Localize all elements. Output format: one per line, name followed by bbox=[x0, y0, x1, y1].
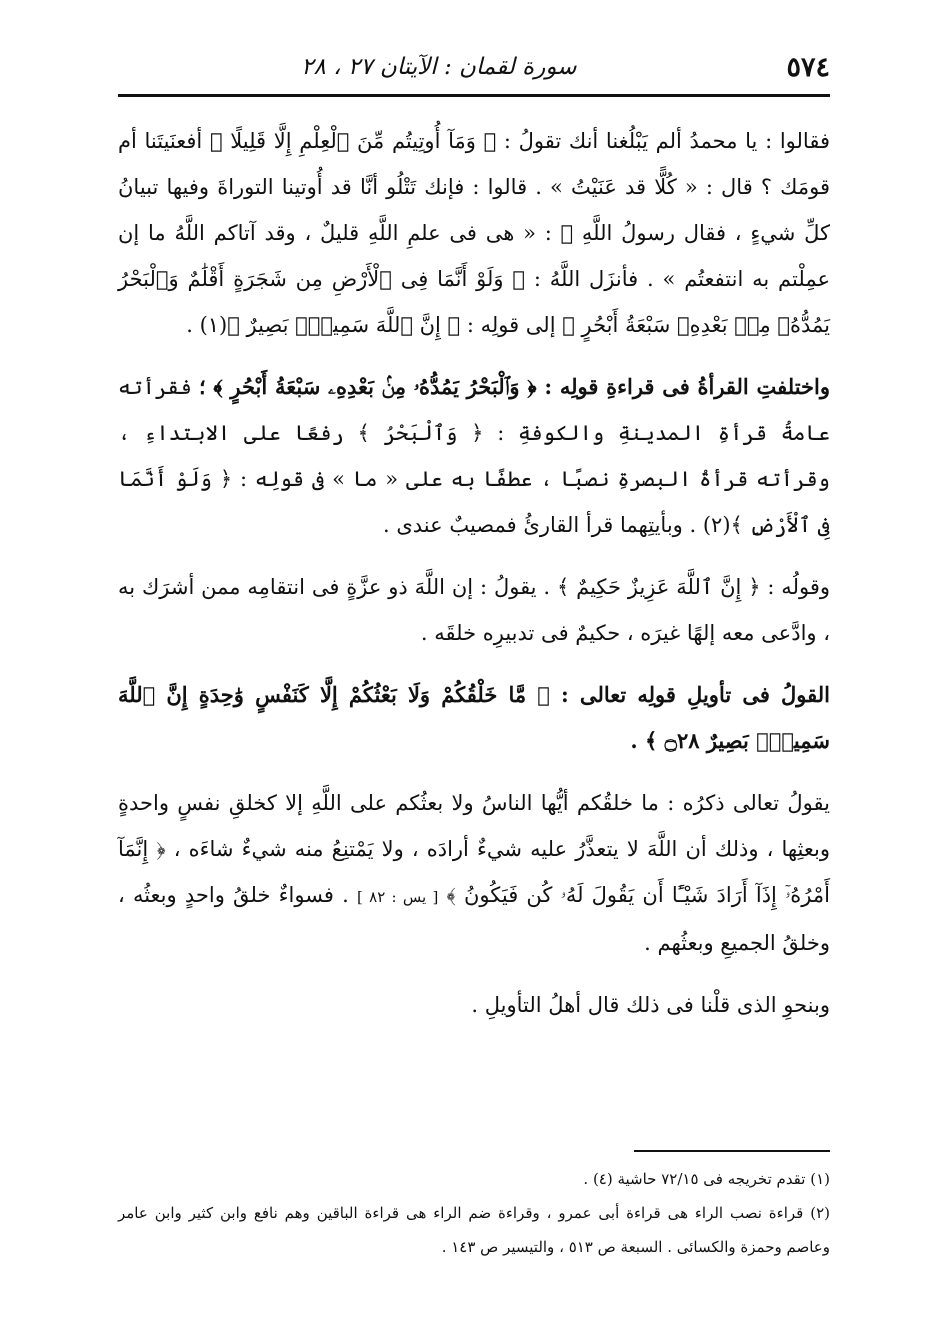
surah-reference: [ يس : ٨٢ ] bbox=[357, 888, 439, 906]
section-heading: القولُ فى تأويلِ قولِه تعالى : ﴿ مَّا خَلْقُكُمْ وَلَا بَعْثُكُمْ إِلَّا كَنَفْسٍ وَٰحِدَةٍ إِنَّ ٱللَّهَ سَمِيعٌۢ بَصِيرٌ ۝٢٨ ﴾ . bbox=[118, 682, 830, 753]
paragraph-2-body: فقرأته عامةُ قرأةِ المدينةِ والكوفةِ : ﴿ وَٱلْبَحْرُ ﴾ رفعًا على الابتداءِ ، وقرأته قرأةُ البصرةِ نصبًا ، عطفًا به على « ما » فى قولِه : ﴿ وَلَوْ أَنَّمَا فِى ٱلْأَرْضِ ﴾(٢) . وبأيتِهما قرأ القارئُ فمصيبٌ عندى . bbox=[118, 375, 830, 537]
running-title: سورة لقمان : الآيتان ٢٧ ، ٢٨ bbox=[301, 54, 577, 80]
footnote-1: (١) تقدم تخريجه فى ٧٢/١٥ حاشية (٤) . bbox=[583, 1170, 830, 1188]
footnote-rule bbox=[634, 1150, 830, 1152]
main-text bbox=[118, 118, 830, 1044]
paragraph-2-heading: واختلفتِ القرأةُ فى قراءةِ قولِه : ﴿ وَٱلْبَحْرُ يَمُدُّهُۥ مِنۢ بَعْدِهِۦ سَبْعَةُ أَبْحُرٍ ﴾ ؛ bbox=[198, 374, 830, 399]
footnote-2: (٢) قراءة نصب الراء هى قراءة أبى عمرو ، وقراءة ضم الراء هى قراءة الباقين وهم نافع وابن كثير وابن عامر وعاصم وحمزة والكسائى . السبعة ص ٥١٣ ، والتيسير ص ١٤٣ . bbox=[118, 1204, 830, 1256]
paragraph-5 bbox=[118, 780, 830, 966]
paragraph-2 bbox=[118, 364, 830, 548]
page-number: ٥٧٤ bbox=[786, 51, 830, 83]
page-header bbox=[118, 42, 830, 92]
paragraph-1: فقالوا : يا محمدُ ألم يَبْلُغنا أنك تقولُ : ﴿ وَمَآ أُوتِيتُم مِّنَ ٱلْعِلْمِ إِلَّا قَلِيلًا ﴾ أفعنَيتَنا أم قومَك ؟ قال : « كُلًّا قد عَنَيْتُ » . قالوا : فإنك تَتْلُو أنَّا قد أُوتينا التوراةَ وفيها تبيانُ كلِّ شيءٍ ، فقال رسولُ اللَّهِ ﷺ : « هى فى علمِ اللَّهِ قليلٌ ، وقد آتاكم اللَّهُ ما إن عمِلْتم به انتفعتُم » . فأنزَل اللَّهُ : ﴿ وَلَوْ أَنَّمَا فِى ٱلْأَرْضِ مِن شَجَرَةٍ أَقْلَٰمٌ وَٱلْبَحْرُ يَمُدُّهُۥ مِنۢ بَعْدِهِۦ سَبْعَةُ أَبْحُرٍ ﴾ إلى قولِه : ﴿ إِنَّ ٱللَّهَ سَمِيعٌۢ بَصِيرٌ ﴾(١) . bbox=[118, 129, 830, 337]
header-rule bbox=[118, 94, 830, 97]
footnotes bbox=[118, 1162, 830, 1264]
paragraph-5-part1: يقولُ تعالى ذكرُه : ما خلقُكم أيُّها الناسُ ولا بعثُكم على اللَّهِ إلا كخلقِ نفسٍ واحدةٍ وبعثِها ، وذلك أن اللَّهَ لا يتعذَّرُ عليه شيءٌ أرادَه ، ولا يَمْتنِعُ منه شيءٌ شاءَه ، ﴿ إِنَّمَآ أَمْرُهُۥٓ إِذَآ أَرَادَ شَيْـًٔا أَن يَقُولَ لَهُۥ كُن فَيَكُونُ ﴾ bbox=[118, 791, 830, 907]
paragraph-5-part2: . فسواءٌ خلقُ واحدٍ وبعثُه ، وخلقُ الجميعِ وبعثُهم . bbox=[118, 883, 830, 955]
paragraph-6: وبنحوِ الذى قلْنا فى ذلك قال أهلُ التأويلِ . bbox=[471, 993, 830, 1017]
paragraph-3: وقولُه : ﴿ إِنَّ ٱللَّهَ عَزِيزٌ حَكِيمٌ ﴾ . يقولُ : إن اللَّهَ ذو عزَّةٍ فى انتقامِه ممن أشرَك به ، وادَّعى معه إلهًا غيرَه ، حكيمٌ فى تدبيرِه خلقَه . bbox=[118, 575, 830, 645]
